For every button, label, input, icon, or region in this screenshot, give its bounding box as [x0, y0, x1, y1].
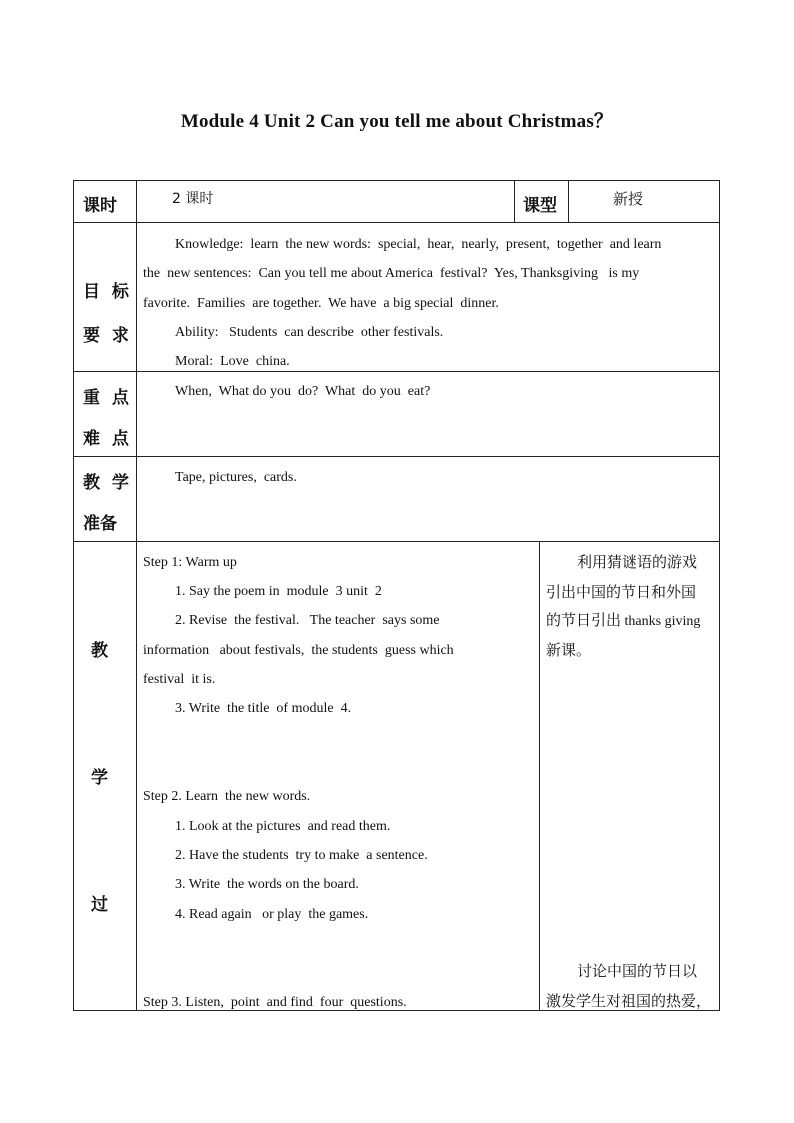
table-divider — [514, 180, 515, 223]
goals-line: Knowledge: learn the new words: special, hear, nearly, present, together and learn — [175, 237, 662, 252]
step-line: 3. Write the words on the board. — [175, 877, 359, 892]
goals-line: favorite. Families are together. We have a big special dinner. — [143, 296, 499, 311]
table-divider — [73, 541, 720, 542]
table-divider — [73, 456, 720, 457]
lesson-type-value: 新授 — [613, 190, 644, 208]
note-line: 引出中国的节日和外国 — [546, 583, 697, 601]
note-line: 讨论中国的节日以 — [577, 962, 698, 980]
table-divider — [539, 541, 540, 1011]
hours-label: 课时 — [83, 196, 117, 216]
table-border-left — [73, 180, 74, 1011]
step-line: 2. Revise the festival. The teacher says some — [175, 613, 440, 628]
process-label-char: 过 — [91, 895, 108, 915]
goals-line: the new sentences: Can you tell me about America festival? Yes, Thanksgiving is my — [143, 266, 640, 281]
keypoints-text: When, What do you do? What do you eat? — [175, 384, 431, 399]
step-line: 4. Read again or play the games. — [175, 907, 369, 922]
step-line: 3. Write the title of module 4. — [175, 701, 352, 716]
hours-value: 2 课时 — [172, 191, 214, 207]
keypoints-label-line2: 难 点 — [83, 429, 129, 449]
goals-line: Ability: Students can describe other festivals. — [175, 325, 444, 340]
process-label-char: 教 — [91, 641, 108, 661]
goals-label-line1: 目 标 — [83, 282, 129, 302]
document-title: Module 4 Unit 2 Can you tell me about Christmas？ — [180, 111, 614, 132]
step-line: Step 1: Warm up — [143, 555, 237, 570]
prep-text: Tape, pictures, cards. — [175, 470, 297, 485]
table-divider — [136, 180, 137, 1011]
note-line — [546, 605, 700, 638]
step-line: 1. Say the poem in module 3 unit 2 — [175, 584, 382, 599]
note-line: 激发学生对祖国的热爱， — [546, 992, 712, 1010]
step-line: Step 2. Learn the new words. — [143, 789, 311, 804]
keypoints-label-line1: 重 点 — [83, 388, 129, 408]
table-border-top — [73, 180, 720, 181]
note-line: 新课。 — [546, 641, 592, 659]
table-border-right — [719, 180, 720, 1011]
table-divider — [568, 180, 569, 223]
table-divider — [73, 222, 720, 223]
step-line: festival it is. — [143, 672, 216, 687]
note-line-zh: 的节日引出 — [546, 611, 622, 629]
goals-line: Moral: Love china. — [175, 354, 290, 369]
lesson-type-label: 课型 — [523, 196, 557, 216]
step-line: 2. Have the students try to make a sentence. — [175, 848, 428, 863]
process-label-char: 学 — [91, 768, 108, 788]
note-line: 利用猜谜语的游戏 — [577, 553, 698, 571]
prep-label-line1: 教 学 — [83, 473, 129, 493]
goals-label-line2: 要 求 — [83, 326, 129, 346]
note-line-en: thanks giving — [621, 614, 701, 629]
prep-label-line2: 准备 — [83, 514, 117, 534]
step-line: 1. Look at the pictures and read them. — [175, 819, 391, 834]
step-line: information about festivals, the students guess which — [143, 643, 454, 658]
step-line: Step 3. Listen, point and find four questions. — [143, 995, 407, 1010]
table-divider — [73, 371, 720, 372]
